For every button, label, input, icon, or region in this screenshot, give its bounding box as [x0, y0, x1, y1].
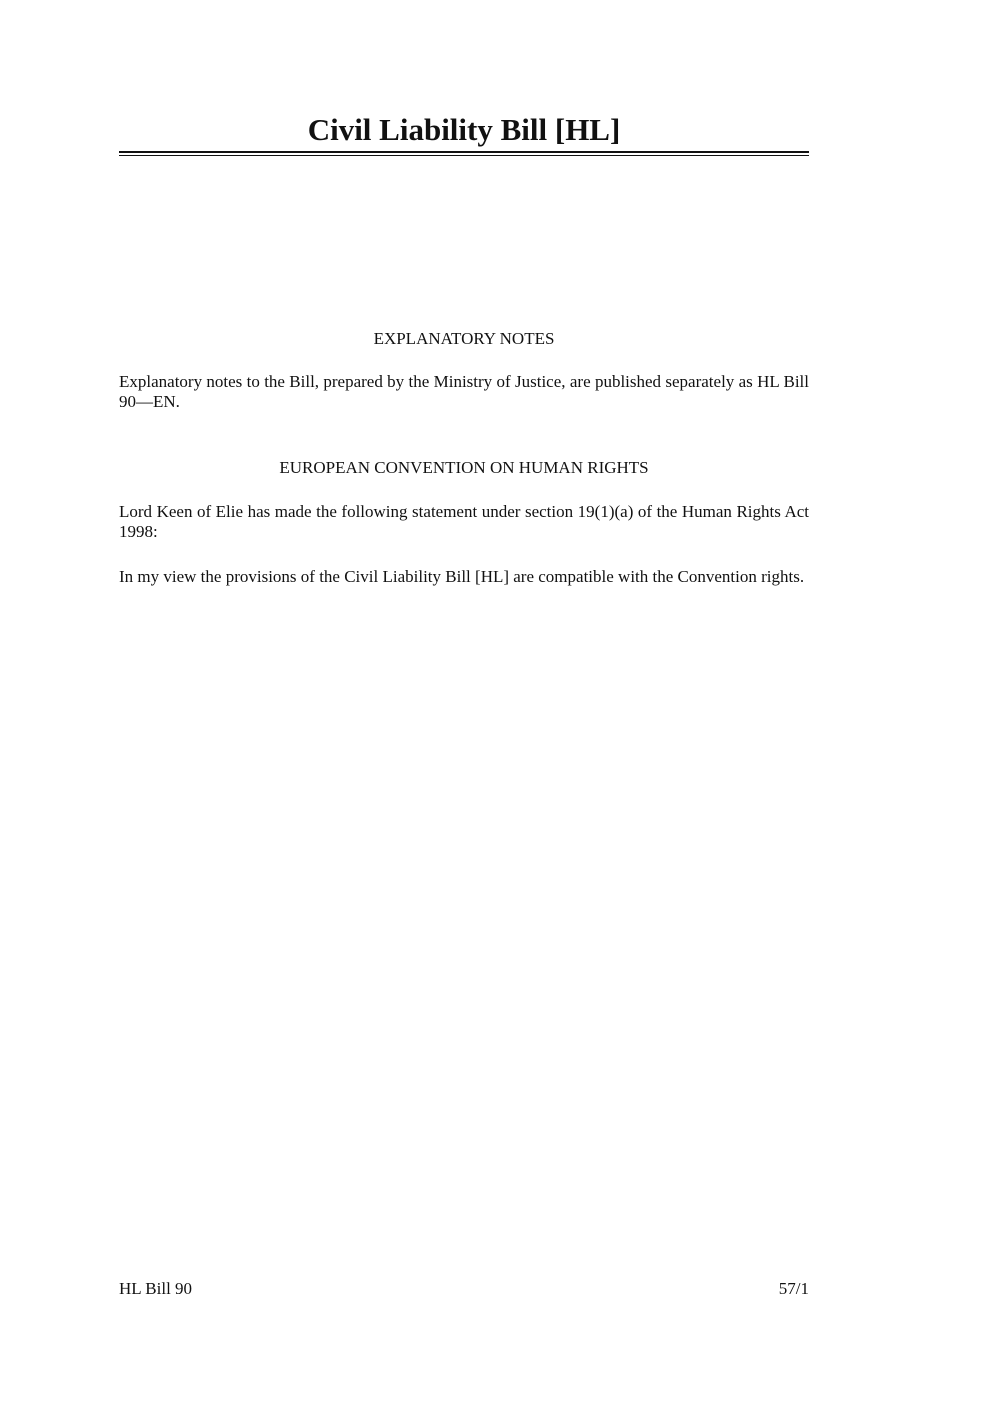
title-double-rule: [119, 151, 809, 156]
bill-title: Civil Liability Bill [HL]: [307, 112, 621, 147]
explanatory-notes-paragraph: Explanatory notes to the Bill, prepared by the Ministry of Justice, are published separately as HL Bill 90—EN.: [119, 372, 809, 411]
footer-print-reference: 57/1: [778, 1279, 809, 1298]
echr-compatibility-statement: In my view the provisions of the Civil Liability Bill [HL] are compatible with the Convention rights.: [119, 567, 805, 586]
echr-statement-intro: Lord Keen of Elie has made the following statement under section 19(1)(a) of the Human Rights Act 1998:: [119, 502, 809, 541]
explanatory-notes-heading: EXPLANATORY NOTES: [373, 329, 555, 348]
echr-heading: EUROPEAN CONVENTION ON HUMAN RIGHTS: [279, 458, 649, 477]
footer-bill-number: HL Bill 90: [119, 1279, 193, 1298]
